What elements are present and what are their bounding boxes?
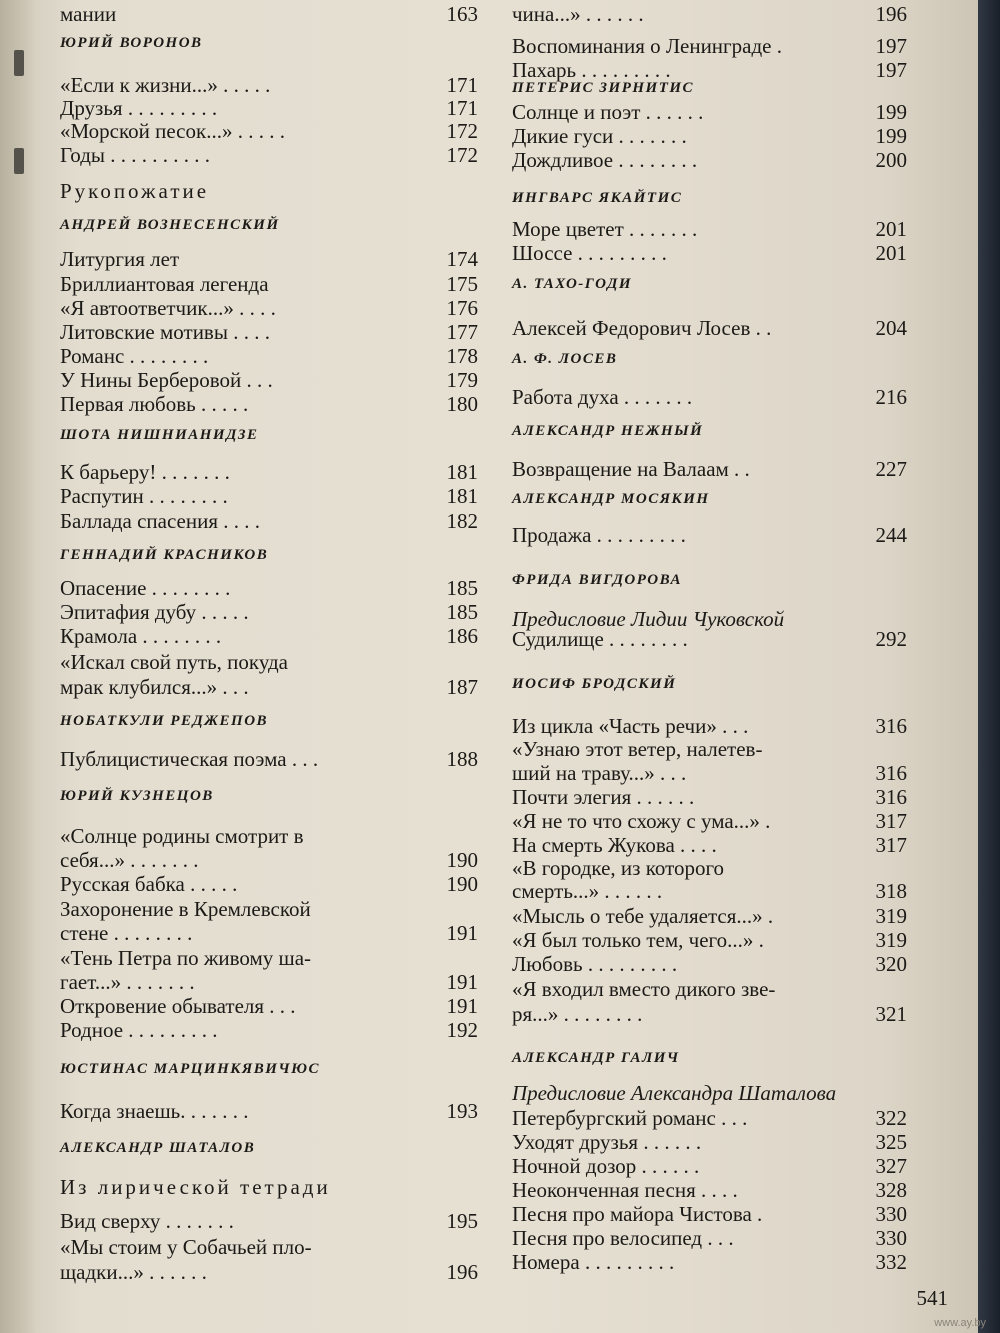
toc-entry <box>60 1260 478 1284</box>
section-heading: Рукопожатие <box>60 179 210 203</box>
toc-entry-title: стене . . . . . . . . <box>60 921 193 945</box>
toc-entry <box>60 2 478 26</box>
toc-entry <box>60 994 478 1018</box>
toc-entry <box>512 1154 907 1178</box>
toc-entry-title: «Искал свой путь, покуда <box>60 650 289 674</box>
watermark: www.ay.by <box>934 1317 986 1329</box>
toc-entry-title: Литургия лет <box>60 247 180 271</box>
toc-entry <box>60 320 478 344</box>
toc-entry-page: 171 <box>446 73 478 97</box>
toc-entry-title: Друзья . . . . . . . . . <box>60 96 218 120</box>
toc-entry-title: «Мы стоим у Собачьей пло- <box>60 1235 312 1259</box>
toc-entry-page: 317 <box>875 833 907 857</box>
toc-entry-title: Первая любовь . . . . . <box>60 392 249 416</box>
toc-entry-title: Дождливое . . . . . . . . <box>512 148 698 172</box>
toc-entry-page: 163 <box>446 2 478 26</box>
toc-entry <box>60 600 478 624</box>
toc-entry-title: Судилище . . . . . . . . <box>512 627 688 651</box>
preface-note: Предисловие Лидии Чуковской <box>512 607 785 631</box>
toc-entry <box>60 460 478 484</box>
toc-entry-title: Продажа . . . . . . . . . <box>512 523 686 547</box>
toc-entry-title: «Я был только тем, чего...» . <box>512 928 764 952</box>
toc-entry <box>512 785 907 809</box>
author-heading: АЛЕКСАНДР ГАЛИЧ <box>512 1050 680 1066</box>
toc-entry-title: Любовь . . . . . . . . . <box>512 952 678 976</box>
toc-entry-title: себя...» . . . . . . . <box>60 848 199 872</box>
toc-entry <box>512 1002 907 1026</box>
section-heading: Из лирической тетради <box>60 1175 331 1199</box>
toc-entry-page: 191 <box>446 921 478 945</box>
toc-entry-page: 322 <box>875 1106 907 1130</box>
toc-entry <box>512 316 907 340</box>
toc-entry <box>512 1106 907 1130</box>
author-heading: А. ТАХО-ГОДИ <box>512 276 633 292</box>
toc-entry-page: 330 <box>875 1202 907 1226</box>
toc-entry-title: «Я не то что схожу с ума...» . <box>512 809 771 833</box>
toc-entry-title: Почти элегия . . . . . . <box>512 785 695 809</box>
toc-entry-title: чина...» . . . . . . <box>512 2 644 26</box>
toc-entry <box>512 1202 907 1226</box>
toc-entry <box>512 34 907 58</box>
toc-entry-title: «Тень Петра по живому ша- <box>60 946 312 970</box>
toc-entry-page: 201 <box>875 241 907 265</box>
toc-entry <box>512 928 907 952</box>
toc-entry <box>60 872 478 896</box>
toc-entry-title: Вид сверху . . . . . . . <box>60 1209 234 1233</box>
toc-entry <box>512 148 907 172</box>
toc-entry-title: Родное . . . . . . . . . <box>60 1018 218 1042</box>
toc-entry <box>60 675 478 699</box>
toc-entry <box>512 952 907 976</box>
toc-entry <box>60 897 478 921</box>
toc-entry <box>60 296 478 320</box>
toc-entry-title: К барьеру! . . . . . . . <box>60 460 230 484</box>
toc-entry-title: Песня про майора Чистова . <box>512 1202 763 1226</box>
author-heading: ГЕННАДИЙ КРАСНИКОВ <box>60 547 269 563</box>
toc-entry-title: «Мысль о тебе удаляется...» . <box>512 904 774 928</box>
toc-entry-title: Море цветет . . . . . . . <box>512 217 698 241</box>
toc-entry-title: Откровение обывателя . . . <box>60 994 296 1018</box>
toc-entry-title: мании <box>60 2 117 26</box>
toc-entry <box>512 1226 907 1250</box>
toc-entry-page: 188 <box>446 747 478 771</box>
toc-entry-title: «Узнаю этот ветер, налетев- <box>512 737 763 761</box>
toc-entry-title: Романс . . . . . . . . <box>60 344 209 368</box>
toc-entry <box>60 650 478 674</box>
toc-entry-page: 292 <box>875 627 907 651</box>
toc-entry <box>60 509 478 533</box>
author-heading: АЛЕКСАНДР ШАТАЛОВ <box>60 1140 256 1156</box>
toc-entry <box>512 833 907 857</box>
author-heading: ШОТА НИШНИАНИДЗЕ <box>60 427 259 443</box>
toc-entry <box>512 385 907 409</box>
toc-entry-title: Уходят друзья . . . . . . <box>512 1130 702 1154</box>
preface-note: Предисловие Александра Шаталова <box>512 1081 837 1105</box>
toc-entry <box>60 143 478 167</box>
toc-entry-page: 176 <box>446 296 478 320</box>
toc-entry <box>60 96 478 120</box>
toc-entry <box>512 523 907 547</box>
toc-entry-page: 318 <box>875 879 907 903</box>
toc-entry <box>60 576 478 600</box>
toc-entry <box>60 747 478 771</box>
toc-entry <box>60 1235 478 1259</box>
toc-entry-title: Солнце и поэт . . . . . . <box>512 100 704 124</box>
toc-entry <box>512 1250 907 1274</box>
toc-entry-page: 317 <box>875 809 907 833</box>
toc-entry-page: 316 <box>875 761 907 785</box>
toc-entry <box>60 824 478 848</box>
toc-entry-page: 197 <box>875 58 907 82</box>
toc-entry-page: 190 <box>446 872 478 896</box>
toc-entry-page: 174 <box>446 247 478 271</box>
toc-entry <box>512 58 907 82</box>
staple-top <box>14 50 24 76</box>
toc-entry-title: На смерть Жукова . . . . <box>512 833 717 857</box>
toc-entry <box>60 368 478 392</box>
toc-entry-page: 186 <box>446 624 478 648</box>
toc-entry-page: 319 <box>875 928 907 952</box>
toc-entry-title: Алексей Федорович Лосев . . <box>512 316 772 340</box>
toc-entry-page: 200 <box>875 148 907 172</box>
toc-entry-page: 244 <box>875 523 907 547</box>
toc-entry-page: 197 <box>875 34 907 58</box>
toc-entry-page: 181 <box>446 484 478 508</box>
page-binding <box>0 0 36 1333</box>
toc-entry <box>512 761 907 785</box>
toc-entry-page: 316 <box>875 785 907 809</box>
toc-entry-title: гает...» . . . . . . . <box>60 970 195 994</box>
toc-entry <box>60 970 478 994</box>
toc-entry <box>60 946 478 970</box>
toc-entry <box>512 737 907 761</box>
toc-entry-page: 327 <box>875 1154 907 1178</box>
toc-entry-page: 179 <box>446 368 478 392</box>
toc-entry-title: Бриллиантовая легенда <box>60 272 269 296</box>
toc-entry <box>512 809 907 833</box>
toc-entry <box>60 921 478 945</box>
toc-entry <box>60 344 478 368</box>
toc-entry <box>60 1209 478 1233</box>
toc-entry-page: 201 <box>875 217 907 241</box>
toc-entry-page: 321 <box>875 1002 907 1026</box>
toc-entry-title: ший на траву...» . . . <box>512 761 687 785</box>
toc-entry-page: 195 <box>446 1209 478 1233</box>
toc-entry-title: Крамола . . . . . . . . <box>60 624 222 648</box>
book-cover-edge <box>978 0 1000 1333</box>
toc-entry-title: Ночной дозор . . . . . . <box>512 1154 700 1178</box>
toc-entry-title: Литовские мотивы . . . . <box>60 320 270 344</box>
toc-entry-page: 199 <box>875 124 907 148</box>
toc-entry-page: 196 <box>875 2 907 26</box>
toc-entry-title: Возвращение на Валаам . . <box>512 457 750 481</box>
toc-entry-page: 181 <box>446 460 478 484</box>
author-heading: ЮРИЙ ВОРОНОВ <box>60 35 203 51</box>
author-heading: АНДРЕЙ ВОЗНЕСЕНСКИЙ <box>60 217 280 233</box>
toc-entry-page: 328 <box>875 1178 907 1202</box>
toc-entry-page: 199 <box>875 100 907 124</box>
toc-entry <box>512 856 907 880</box>
toc-entry <box>512 977 907 1001</box>
toc-entry-title: Русская бабка . . . . . <box>60 872 238 896</box>
toc-entry-title: Распутин . . . . . . . . <box>60 484 228 508</box>
toc-entry-page: 171 <box>446 96 478 120</box>
toc-entry-page: 227 <box>875 457 907 481</box>
toc-entry <box>60 392 478 416</box>
toc-entry <box>60 73 478 97</box>
author-heading: ИОСИФ БРОДСКИЙ <box>512 676 677 692</box>
toc-entry-page: 192 <box>446 1018 478 1042</box>
toc-entry-title: Годы . . . . . . . . . . <box>60 143 210 167</box>
toc-entry-page: 190 <box>446 848 478 872</box>
toc-entry-title: Номера . . . . . . . . . <box>512 1250 675 1274</box>
toc-entry-page: 332 <box>875 1250 907 1274</box>
toc-entry-title: Эпитафия дубу . . . . . <box>60 600 249 624</box>
toc-entry-title: Баллада спасения . . . . <box>60 509 261 533</box>
toc-entry <box>60 848 478 872</box>
toc-entry-title: Когда знаешь. . . . . . . <box>60 1099 249 1123</box>
toc-entry-page: 316 <box>875 714 907 738</box>
toc-entry-title: Шоссе . . . . . . . . . <box>512 241 667 265</box>
toc-entry-title: Опасение . . . . . . . . <box>60 576 231 600</box>
toc-entry-title: Петербургский романс . . . <box>512 1106 748 1130</box>
toc-entry <box>512 100 907 124</box>
author-heading: НОБАТКУЛИ РЕДЖЕПОВ <box>60 713 269 729</box>
toc-entry-title: «Я автоответчик...» . . . . <box>60 296 276 320</box>
toc-entry-title: Захоронение в Кремлевской <box>60 897 311 921</box>
toc-entry-title: «Морской песок...» . . . . . <box>60 119 285 143</box>
toc-entry-page: 172 <box>446 143 478 167</box>
toc-entry-page: 319 <box>875 904 907 928</box>
toc-entry-page: 172 <box>446 119 478 143</box>
toc-entry-page: 193 <box>446 1099 478 1123</box>
toc-entry <box>60 1018 478 1042</box>
toc-entry-title: Пахарь . . . . . . . . . <box>512 58 671 82</box>
toc-entry <box>512 2 907 26</box>
toc-entry-title: мрак клубился...» . . . <box>60 675 249 699</box>
toc-entry-page: 191 <box>446 970 478 994</box>
toc-entry-title: Из цикла «Часть речи» . . . <box>512 714 749 738</box>
toc-entry-title: Песня про велосипед . . . <box>512 1226 734 1250</box>
toc-entry-title: «Я входил вместо дикого зве- <box>512 977 776 1001</box>
toc-entry-title: Работа духа . . . . . . . <box>512 385 693 409</box>
toc-entry <box>512 241 907 265</box>
toc-entry-page: 325 <box>875 1130 907 1154</box>
toc-entry-page: 182 <box>446 509 478 533</box>
toc-entry-page: 185 <box>446 576 478 600</box>
toc-entry <box>60 247 478 271</box>
toc-entry-title: У Нины Берберовой . . . <box>60 368 273 392</box>
author-heading: АЛЕКСАНДР МОСЯКИН <box>512 491 710 507</box>
toc-entry <box>512 904 907 928</box>
toc-entry <box>512 1178 907 1202</box>
toc-entry-page: 187 <box>446 675 478 699</box>
toc-entry <box>60 119 478 143</box>
toc-entry <box>60 1099 478 1123</box>
toc-entry <box>512 457 907 481</box>
toc-entry-title: щадки...» . . . . . . <box>60 1260 207 1284</box>
toc-entry-page: 320 <box>875 952 907 976</box>
author-heading: АЛЕКСАНДР НЕЖНЫЙ <box>512 423 704 439</box>
author-heading: ПЕТЕРИС ЗИРНИТИС <box>512 80 695 96</box>
staple-bottom <box>14 148 24 174</box>
toc-entry <box>512 879 907 903</box>
toc-entry-title: «Если к жизни...» . . . . . <box>60 73 271 97</box>
toc-entry <box>60 624 478 648</box>
toc-entry-title: «В городке, из которого <box>512 856 725 880</box>
toc-entry-title: Дикие гуси . . . . . . . <box>512 124 687 148</box>
toc-entry <box>512 714 907 738</box>
toc-entry-title: смерть...» . . . . . . <box>512 879 663 903</box>
toc-entry-page: 196 <box>446 1260 478 1284</box>
toc-entry-page: 180 <box>446 392 478 416</box>
toc-entry-page: 178 <box>446 344 478 368</box>
toc-entry-title: Воспоминания о Ленинграде . <box>512 34 782 58</box>
toc-entry-page: 191 <box>446 994 478 1018</box>
toc-entry <box>60 272 478 296</box>
toc-entry-title: Публицистическая поэма . . . <box>60 747 319 771</box>
toc-entry-title: «Солнце родины смотрит в <box>60 824 304 848</box>
author-heading: ЮРИЙ КУЗНЕЦОВ <box>60 788 214 804</box>
toc-entry-page: 177 <box>446 320 478 344</box>
toc-entry-page: 204 <box>875 316 907 340</box>
page-number: 541 <box>916 1286 948 1310</box>
toc-entry-title: ря...» . . . . . . . . <box>512 1002 643 1026</box>
toc-entry <box>512 1130 907 1154</box>
toc-entry-page: 185 <box>446 600 478 624</box>
toc-entry-page: 175 <box>446 272 478 296</box>
toc-entry <box>512 627 907 651</box>
author-heading: ИНГВАРС ЯКАЙТИС <box>512 190 683 206</box>
author-heading: ЮСТИНАС МАРЦИНКЯВИЧЮС <box>60 1061 320 1077</box>
toc-entry-title: Неоконченная песня . . . . <box>512 1178 738 1202</box>
toc-entry <box>512 217 907 241</box>
toc-entry <box>60 484 478 508</box>
toc-entry-page: 330 <box>875 1226 907 1250</box>
toc-entry <box>512 124 907 148</box>
author-heading: ФРИДА ВИГДОРОВА <box>512 572 683 588</box>
author-heading: А. Ф. ЛОСЕВ <box>512 351 618 367</box>
toc-entry-page: 216 <box>875 385 907 409</box>
